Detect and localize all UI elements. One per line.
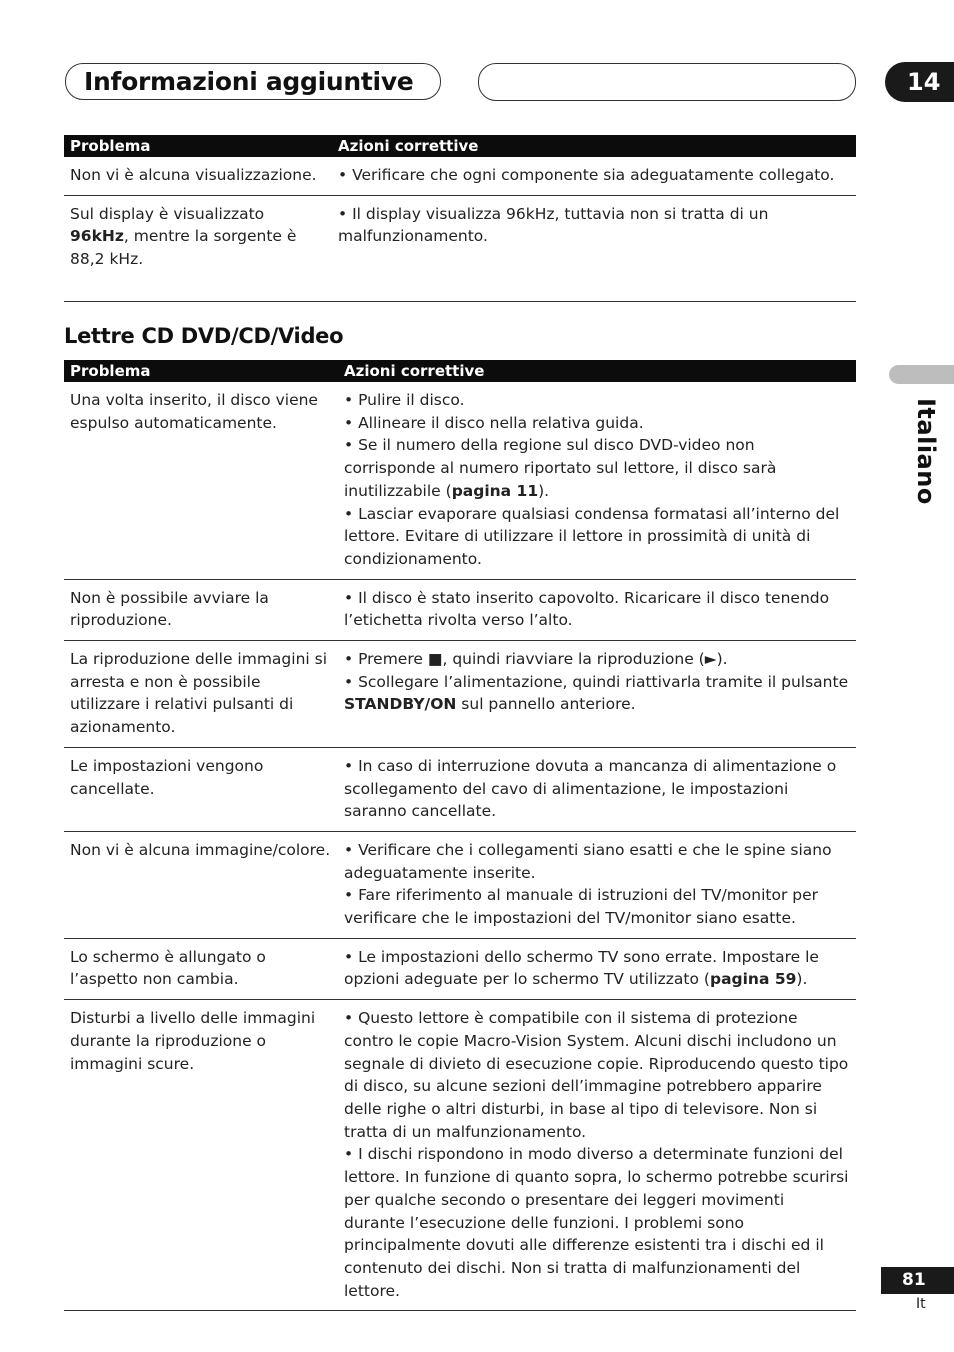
action-item — [344, 671, 850, 716]
problem-cell — [64, 641, 338, 748]
problem-cell — [64, 747, 338, 831]
table-row — [64, 157, 856, 195]
text-run: , mentre la sorgente è 88,2 kHz. — [70, 227, 297, 269]
table-header-row — [64, 135, 856, 157]
text-run: • Fare riferimento al manuale di istruzioni del TV/monitor per verificare che le impostazioni del TV/monitor siano esatte. — [344, 886, 819, 928]
text-run: Non vi è alcuna immagine/colore. — [70, 840, 331, 859]
text-run: • Allineare il disco nella relativa guida. — [344, 413, 644, 432]
problem-cell — [64, 382, 338, 579]
table-row — [64, 747, 856, 831]
text-run: Non vi è alcuna visualizzazione. — [70, 166, 317, 184]
troubleshooting-table-dvd — [64, 360, 856, 1311]
header-empty-frame — [478, 63, 856, 101]
table-row — [64, 641, 856, 748]
column-header-actions: Azioni correttive — [338, 360, 856, 382]
problem-cell — [64, 1000, 338, 1311]
page-number: 81 — [881, 1267, 954, 1294]
page-title: Informazioni aggiuntive — [84, 67, 414, 96]
actions-cell — [338, 579, 856, 640]
text-run: • Premere ■, quindi riavviare la riproduzione (►). — [344, 650, 728, 669]
text-run: • Lasciar evaporare qualsiasi condensa formatasi all’interno del lettore. Evitare di utilizzare il lettore in prossimità di unità di condizionamento. — [344, 504, 840, 568]
actions-cell — [338, 1000, 856, 1311]
actions-cell — [332, 157, 856, 195]
problem-cell — [64, 831, 338, 938]
text-run: • Il display visualizza 96kHz, tuttavia non si tratta di un malfunzionamento. — [338, 204, 769, 246]
actions-cell — [338, 938, 856, 999]
action-item — [338, 203, 850, 248]
text-run: Non è possibile avviare la riproduzione. — [70, 588, 269, 630]
text-run: Una volta inserito, il disco viene espulso automaticamente. — [70, 391, 318, 432]
text-run: • Scollegare l’alimentazione, quindi riattivarla tramite il pulsante — [344, 672, 849, 691]
text-run: Lo schermo è allungato o l’aspetto non cambia. — [70, 947, 266, 989]
table-row — [64, 831, 856, 938]
text-run: • I dischi rispondono in modo diverso a determinate funzioni del lettore. In funzione di quanto sopra, lo schermo potrebbe scurirsi per qualche secondo o presentare dei leggeri movimenti durante l’esecuzione delle funzioni. I problemi sono principalmente dovuti alle differenze esistenti tra i dischi ed il contenuto dei dischi. Non si tratta di malfunzionamenti del lettore. — [344, 1145, 849, 1300]
problem-cell — [64, 579, 338, 640]
action-item — [344, 946, 850, 991]
problem-cell — [64, 157, 332, 195]
text-run: • Le impostazioni dello schermo TV sono errate. Impostare le opzioni adeguate per lo schermo TV utilizzato ( — [344, 947, 819, 989]
text-run: • Il disco è stato inserito capovolto. Ricaricare il disco tenendo l’etichetta rivolta verso l’alto. — [344, 588, 830, 630]
text-run: ). — [796, 970, 808, 989]
action-item — [344, 1143, 850, 1302]
bold-text: pagina 11 — [451, 481, 539, 500]
actions-cell — [338, 641, 856, 748]
table-row — [64, 382, 856, 579]
action-item — [344, 839, 850, 884]
actions-cell — [332, 195, 856, 301]
troubleshooting-table-general — [64, 135, 856, 302]
text-run: Le impostazioni vengono cancellate. — [70, 756, 264, 798]
problem-cell — [64, 195, 332, 301]
bold-text: 96kHz — [70, 227, 124, 246]
table-row — [64, 938, 856, 999]
action-item — [338, 164, 850, 187]
action-item — [344, 884, 850, 929]
text-run: • Se il numero della regione sul disco DVD-video non corrisponde al numero riportato sul lettore, il disco sarà inutilizzabile ( — [344, 436, 777, 500]
text-run: • In caso di interruzione dovuta a mancanza di alimentazione o scollegamento del cavo di alimentazione, le impostazioni saranno cancellate. — [344, 756, 837, 821]
text-run: • Questo lettore è compatibile con il sistema di protezione contro le copie Macro-Vision System. Alcuni dischi includono un segnale di divieto di esecuzione copie. Riproducendo questo tipo di disco, su alcune sezioni dell’immagine potrebbero apparire delle righe o altri disturbi, in base al tipo di televisore. Non si tratta di un malfunzionamento. — [344, 1009, 849, 1141]
column-header-problem: Problema — [64, 360, 338, 382]
text-run: • Verificare che ogni componente sia adeguatamente collegato. — [338, 166, 835, 184]
table-row — [64, 579, 856, 640]
text-run: • Pulire il disco. — [344, 391, 465, 409]
action-item — [344, 755, 850, 823]
problem-cell — [64, 938, 338, 999]
section-heading: Lettre CD DVD/CD/Video — [64, 324, 344, 348]
page-language-code: It — [916, 1296, 926, 1312]
language-label: Italiano — [912, 398, 940, 505]
bold-text: STANDBY/ON — [344, 695, 457, 714]
column-header-problem: Problema — [64, 135, 332, 157]
table-header-row — [64, 360, 856, 382]
actions-cell — [338, 831, 856, 938]
language-tab-marker — [889, 365, 954, 384]
text-run: La riproduzione delle immagini si arresta e non è possibile utilizzare i relativi pulsanti di azionamento. — [70, 650, 328, 737]
text-run: Disturbi a livello delle immagini durante la riproduzione o immagini scure. — [70, 1009, 316, 1073]
text-run: sul pannello anteriore. — [456, 695, 636, 714]
action-item — [344, 503, 850, 571]
action-item — [344, 412, 850, 435]
chapter-badge: 14 — [885, 62, 954, 102]
bold-text: pagina 59 — [709, 970, 797, 989]
text-run: Sul display è visualizzato — [70, 204, 265, 223]
action-item — [344, 1007, 850, 1143]
table-row — [64, 195, 856, 301]
table-row — [64, 1000, 856, 1311]
text-run: ). — [538, 481, 550, 500]
action-item — [344, 389, 850, 412]
action-item — [344, 434, 850, 502]
text-run: • Verificare che i collegamenti siano esatti e che le spine siano adeguatamente inserite. — [344, 840, 832, 882]
column-header-actions: Azioni correttive — [332, 135, 856, 157]
actions-cell — [338, 382, 856, 579]
action-item — [344, 648, 850, 671]
actions-cell — [338, 747, 856, 831]
action-item — [344, 587, 850, 632]
